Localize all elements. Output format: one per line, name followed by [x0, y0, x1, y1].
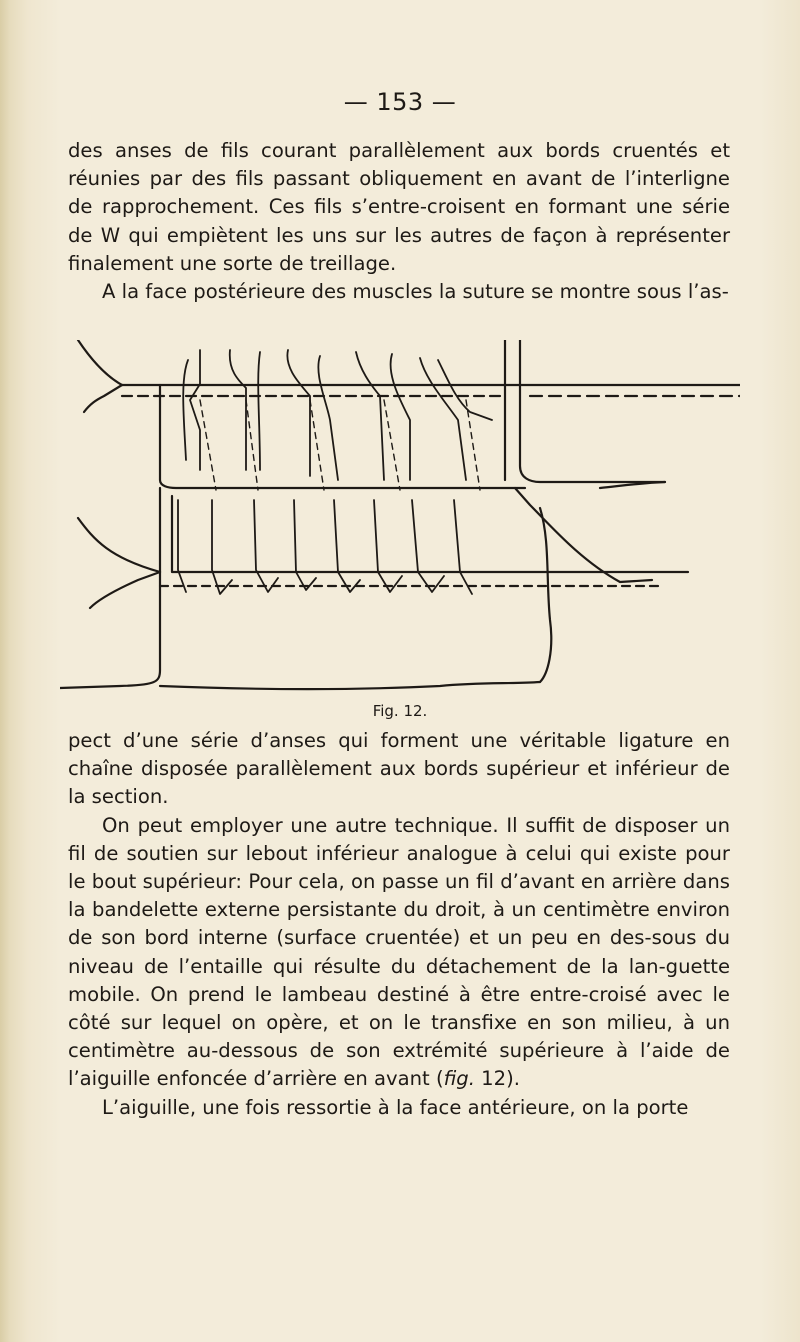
figure-suture-diagram	[60, 340, 740, 705]
lower-band-left	[60, 488, 160, 688]
paragraph	[68, 812, 730, 1094]
paragraph: L’aiguille, une fois ressortie à la face antérieure, on la porte	[102, 1095, 689, 1119]
upper-band-body	[160, 385, 525, 488]
right-lower-arc	[515, 488, 652, 582]
paragraph-body: On peut employer une autre technique. Il suffit de disposer un fil de soutien sur lebout inférieur analogue à celui qui existe pour le bout supérieur: Pour cela, on passe un fil d’avant en arrière dans la bandelette externe persistante du droit, à un centimètre environ de son bord interne (surface cruentée) et un peu en des-sous du niveau de l’entaille qui résulte du détachement de la lan-guette mobile. On prend le lambeau destiné à être entre-croisé avec le côté sur lequel on opère, et on le transfixe en son milieu, à un centimètre au-dessous de son extrémité supérieure à l’aide de l’aiguille enfoncée d’arrière en avant	[68, 813, 730, 1091]
oblique-threads	[200, 400, 480, 490]
text-block-top	[68, 137, 730, 306]
right-lower-edge	[540, 508, 551, 682]
paragraph: pect d’une série d’anses qui forment une véritable ligature en chaîne disposée parallèlement aux bords supérieur et inférieur de la section.	[68, 729, 730, 809]
paragraph: A la face postérieure des muscles la suture se montre sous l’as-	[102, 280, 729, 304]
left-stump-upper-edge	[78, 340, 122, 385]
left-stump-upper-tip	[84, 385, 122, 412]
upper-suture-loops	[183, 350, 492, 480]
figure-ref-abbrev: fig.	[443, 1067, 475, 1091]
figure-ref-open: (	[429, 1067, 444, 1091]
lower-band-top-inner	[172, 496, 688, 572]
right-flap	[520, 340, 665, 482]
page-number: — 153 —	[343, 88, 457, 116]
suture-illustration	[60, 340, 740, 705]
lower-suture-loops	[178, 500, 472, 594]
text-block-bottom	[68, 727, 730, 1122]
lower-band-bottom	[160, 682, 540, 689]
left-stump-lower-edge	[78, 518, 160, 572]
figure-ref-rest: 12).	[474, 1067, 520, 1091]
left-stump-lower-tip	[90, 572, 160, 608]
figure-caption: Fig. 12.	[372, 702, 428, 720]
paragraph: des anses de fils courant parallèlement aux bords cruentés et réunies par des fils passant obliquement en avant de l’interligne de rapprochement. Ces fils s’entre-croisent en formant une série de W qui empiètent les uns sur les autres de façon à représenter finalement une sorte de treillage.	[68, 139, 730, 275]
